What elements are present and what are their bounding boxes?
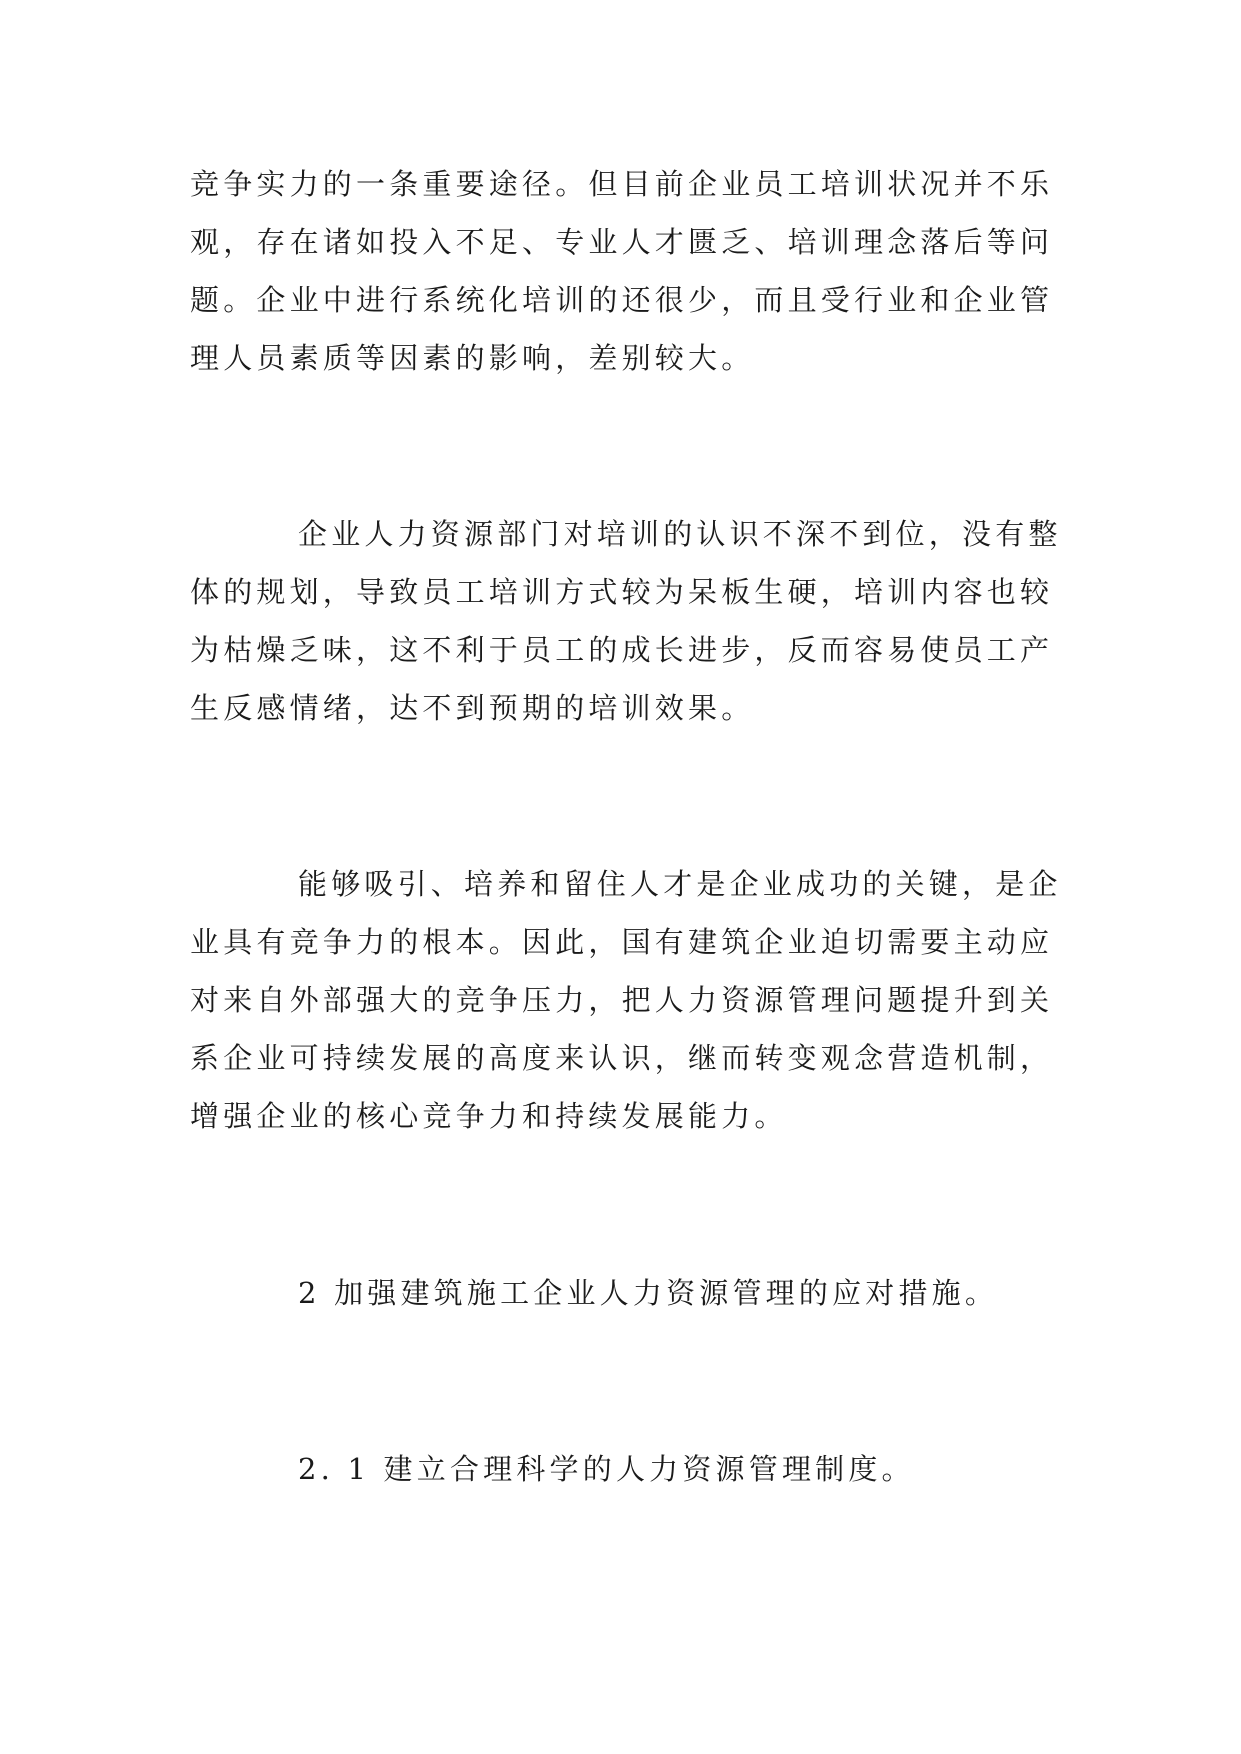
paragraph-1-line-4: 理人员素质等因素的影响，差别较大。	[190, 341, 755, 375]
paragraph-2-line-3: 为枯燥乏味，这不利于员工的成长进步，反而容易使员工产	[190, 633, 1054, 667]
paragraph-2-line-2: 体的规划，导致员工培训方式较为呆板生硬，培训内容也较	[190, 575, 1054, 609]
paragraph-1-line-2: 观，存在诸如投入不足、专业人才匮乏、培训理念落后等问	[190, 225, 1054, 259]
paragraph-3-line-1: 能够吸引、培养和留住人才是企业成功的关键，是企	[298, 867, 1062, 901]
paragraph-3-line-5: 增强企业的核心竞争力和持续发展能力。	[190, 1099, 788, 1133]
paragraph-2-line-1: 企业人力资源部门对培训的认识不深不到位，没有整	[298, 517, 1062, 551]
paragraph-3-line-3: 对来自外部强大的竞争压力，把人力资源管理问题提升到关	[190, 983, 1054, 1017]
paragraph-3-line-4: 系企业可持续发展的高度来认识，继而转变观念营造机制，	[190, 1041, 1054, 1075]
paragraph-2-line-4: 生反感情绪，达不到预期的培训效果。	[190, 691, 755, 725]
section-heading-2: 2 加强建筑施工企业人力资源管理的应对措施。	[298, 1276, 999, 1310]
subsection-heading-2-1: 2. 1 建立合理科学的人力资源管理制度。	[298, 1452, 915, 1486]
paragraph-1-line-3: 题。企业中进行系统化培训的还很少，而且受行业和企业管	[190, 283, 1054, 317]
paragraph-1-line-1: 竞争实力的一条重要途径。但目前企业员工培训状况并不乐	[190, 167, 1054, 201]
paragraph-3-line-2: 业具有竞争力的根本。因此，国有建筑企业迫切需要主动应	[190, 925, 1054, 959]
